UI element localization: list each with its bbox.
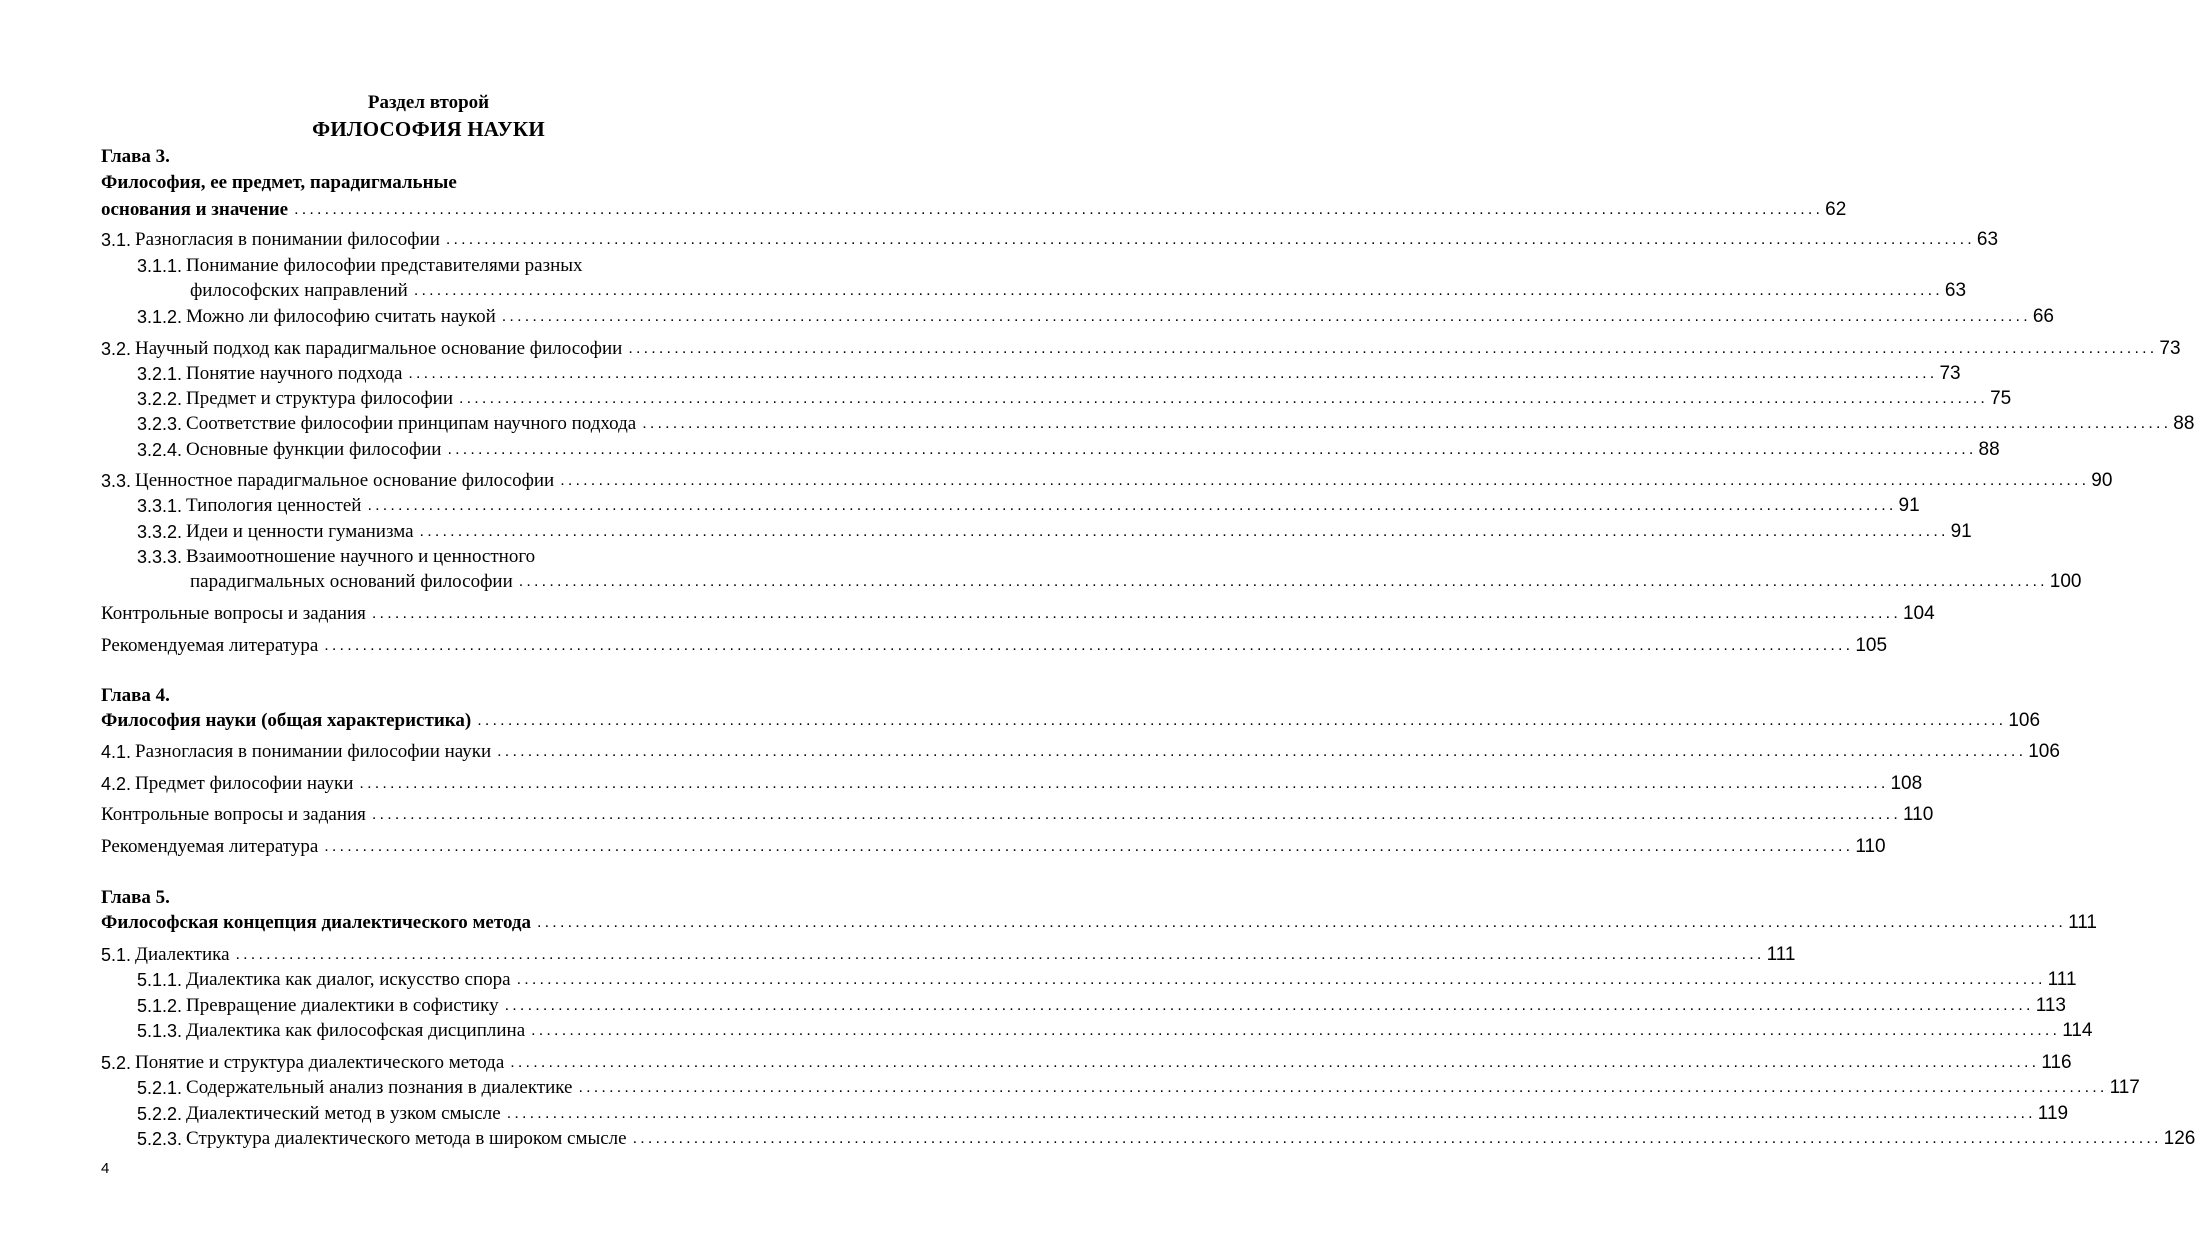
toc-entry[interactable] <box>190 567 2082 593</box>
toc-entry[interactable] <box>137 435 2000 461</box>
toc-entry[interactable] <box>137 251 749 277</box>
entry-number: 5.1.2. <box>137 996 183 1016</box>
page-ref: 88 <box>1978 439 2000 460</box>
entry-title: Основные функции философии <box>186 439 442 460</box>
leader-dots: ........................................................................................................................................................................................................ <box>359 775 1889 792</box>
entry-title: парадигмальных оснований философии <box>190 571 513 592</box>
leader-dots: ........................................................................................................................................................................................................ <box>445 231 1975 248</box>
chapter-4-heading: Глава 4. <box>101 685 170 706</box>
entry-title: Философская концепция диалектического метода <box>101 912 532 933</box>
page-ref: 91 <box>1898 495 1920 516</box>
leader-dots: ........................................................................................................................................................................................................ <box>419 523 1949 540</box>
toc-entry[interactable] <box>137 542 749 568</box>
page-ref: 119 <box>2037 1103 2069 1124</box>
entry-title: Соответствие философии принципам научного подхода <box>186 413 637 434</box>
entry-title: Ценностное парадигмальное основание философии <box>135 470 555 491</box>
page-ref: 111 <box>2068 912 2097 933</box>
leader-dots: ........................................................................................................................................................................................................ <box>642 415 2172 432</box>
toc-entry[interactable] <box>101 631 1888 657</box>
leader-dots: ........................................................................................................................................................................................................ <box>408 365 1938 382</box>
section-label: Раздел второй <box>367 92 490 113</box>
entry-title: Взаимоотношение научного и ценностного <box>186 546 536 567</box>
entry-title: Предмет и структура философии <box>186 388 453 409</box>
entry-number: 5.1. <box>101 945 132 965</box>
toc-entry[interactable] <box>137 384 2012 410</box>
toc-entry[interactable] <box>137 517 1972 543</box>
entry-title: Философия науки (общая характеристика) <box>101 710 472 731</box>
entry-number: 3.3. <box>101 471 132 491</box>
page-number: 4 <box>101 1160 110 1177</box>
toc-entry[interactable] <box>137 409 2195 435</box>
page-ref: 116 <box>2041 1052 2072 1073</box>
page-ref: 100 <box>2049 571 2082 592</box>
toc-entry[interactable] <box>101 706 2041 732</box>
entry-number: 4.2. <box>101 774 132 794</box>
toc-entry[interactable] <box>101 908 2097 934</box>
page-ref: 126 <box>2163 1128 2195 1149</box>
leader-dots: ........................................................................................................................................................................................................ <box>235 946 1765 963</box>
toc-entry[interactable] <box>101 940 1796 966</box>
entry-title: Разногласия в понимании философии <box>135 229 440 250</box>
section-title: ФИЛОСОФИЯ НАУКИ <box>312 117 545 141</box>
entry-number: 5.2.2. <box>137 1104 183 1124</box>
leader-dots: ........................................................................................................................................................................................................ <box>294 201 1824 218</box>
entry-title: Рекомендуемая литература <box>101 635 319 656</box>
page-ref: 106 <box>2008 710 2041 731</box>
toc-entry[interactable] <box>190 276 1967 302</box>
entry-number: 3.1.2. <box>137 307 183 327</box>
entry-title: Рекомендуемая литература <box>101 836 319 857</box>
entry-number: 3.2. <box>101 339 132 359</box>
leader-dots: ........................................................................................................................................................................................................ <box>447 441 1977 458</box>
entry-number: 3.1.1. <box>137 256 183 276</box>
leader-dots: ........................................................................................................................................................................................................ <box>510 1054 2040 1071</box>
toc-entry[interactable] <box>101 1048 2072 1074</box>
entry-title: Превращение диалектики в софистику <box>186 995 499 1016</box>
toc-entry[interactable] <box>137 1124 2195 1150</box>
leader-dots: ........................................................................................................................................................................................................ <box>504 997 2034 1014</box>
entry-number: 4.1. <box>101 742 132 762</box>
entry-number: 3.3.2. <box>137 522 183 542</box>
leader-dots: ........................................................................................................................................................................................................ <box>501 308 2031 325</box>
entry-title: Контрольные вопросы и задания <box>101 804 366 825</box>
entry-title: Понятие научного подхода <box>186 363 403 384</box>
entry-title: философских направлений <box>190 280 408 301</box>
leader-dots: ........................................................................................................................................................................................................ <box>531 1022 2061 1039</box>
leader-dots: ........................................................................................................................................................................................................ <box>459 390 1989 407</box>
page-ref: 117 <box>2109 1077 2140 1098</box>
page-ref: 114 <box>2062 1020 2093 1041</box>
entry-title: Диалектический метод в узком смысле <box>186 1103 501 1124</box>
leader-dots: ........................................................................................................................................................................................................ <box>516 971 2046 988</box>
chapter-3-title-line1: Философия, ее предмет, парадигмальные <box>101 172 457 193</box>
page-ref: 90 <box>2091 470 2113 491</box>
entry-title: Понимание философии представителями разных <box>186 255 583 276</box>
entry-number: 5.2. <box>101 1053 132 1073</box>
leader-dots: ........................................................................................................................................................................................................ <box>518 573 2048 590</box>
entry-number: 3.2.2. <box>137 389 183 409</box>
entry-number: 3.2.4. <box>137 440 183 460</box>
entry-number: 3.1. <box>101 230 132 250</box>
entry-title: Научный подход как парадигмальное основание философии <box>135 338 623 359</box>
entry-title: Типология ценностей <box>186 495 362 516</box>
entry-title: Диалектика как диалог, искусство спора <box>186 969 511 990</box>
entry-title: Предмет философии науки <box>135 773 354 794</box>
entry-number: 3.3.3. <box>137 547 183 567</box>
entry-title: Понятие и структура диалектического метода <box>135 1052 505 1073</box>
leader-dots: ........................................................................................................................................................................................................ <box>371 806 1901 823</box>
entry-number: 3.2.3. <box>137 414 183 434</box>
entry-number: 3.3.1. <box>137 496 183 516</box>
toc-entry[interactable] <box>101 832 1886 858</box>
page-ref: 110 <box>1902 804 1934 825</box>
leader-dots: ........................................................................................................................................................................................................ <box>632 1130 2162 1147</box>
chapter-3-heading: Глава 3. <box>101 146 170 167</box>
entry-title: Структура диалектического метода в широком смысле <box>186 1128 627 1149</box>
toc-entry[interactable] <box>101 737 2060 763</box>
toc-entry[interactable] <box>137 991 2066 1017</box>
toc-entry[interactable] <box>137 359 1961 385</box>
toc-entry[interactable] <box>137 965 2077 991</box>
page-ref: 63 <box>1944 280 1967 301</box>
leader-dots: ........................................................................................................................................................................................................ <box>560 472 2090 489</box>
entry-title: Разногласия в понимании философии науки <box>135 741 492 762</box>
entry-number: 5.2.3. <box>137 1129 183 1149</box>
page-ref: 113 <box>2035 995 2066 1016</box>
page-ref: 105 <box>1855 635 1888 656</box>
toc-entry[interactable] <box>101 466 2113 492</box>
leader-dots: ........................................................................................................................................................................................................ <box>506 1105 2036 1122</box>
page-ref: 73 <box>2159 338 2181 359</box>
entry-title: Содержательный анализ познания в диалектике <box>186 1077 573 1098</box>
entry-number: 5.1.1. <box>137 970 183 990</box>
leader-dots: ........................................................................................................................................................................................................ <box>497 743 2027 760</box>
toc-entry[interactable] <box>137 491 1920 517</box>
page-ref: 75 <box>1990 388 2012 409</box>
entry-title: Диалектика как философская дисциплина <box>186 1020 526 1041</box>
leader-dots: ........................................................................................................................................................................................................ <box>477 712 2007 729</box>
toc-entry[interactable] <box>101 769 1923 795</box>
leader-dots: ........................................................................................................................................................................................................ <box>413 282 1943 299</box>
page-ref: 111 <box>2047 969 2077 990</box>
toc-entry[interactable] <box>137 1073 2140 1099</box>
chapter-5-heading: Глава 5. <box>101 887 170 908</box>
page-ref: 62 <box>1825 199 1847 220</box>
leader-dots: ........................................................................................................................................................................................................ <box>367 497 1897 514</box>
entry-number: 5.1.3. <box>137 1021 183 1041</box>
entry-title: Контрольные вопросы и задания <box>101 603 366 624</box>
toc-entry[interactable] <box>101 195 1847 221</box>
page-ref: 111 <box>1766 944 1796 965</box>
toc-entry[interactable] <box>101 800 1934 826</box>
entry-title: Идеи и ценности гуманизма <box>186 521 414 542</box>
entry-number: 3.2.1. <box>137 364 183 384</box>
entry-title: основания и значение <box>101 199 289 220</box>
toc-entry[interactable] <box>101 334 2181 360</box>
leader-dots: ........................................................................................................................................................................................................ <box>371 605 1901 622</box>
page-ref: 88 <box>2173 413 2195 434</box>
page-ref: 66 <box>2032 306 2054 327</box>
leader-dots: ........................................................................................................................................................................................................ <box>537 914 2067 931</box>
leader-dots: ........................................................................................................................................................................................................ <box>324 838 1854 855</box>
toc-entry[interactable] <box>101 599 1935 625</box>
leader-dots: ........................................................................................................................................................................................................ <box>324 637 1854 654</box>
toc-entry[interactable] <box>137 1016 2093 1042</box>
page-ref: 91 <box>1950 521 1972 542</box>
toc-entry[interactable] <box>137 1099 2069 1125</box>
entry-number: 5.2.1. <box>137 1078 183 1098</box>
entry-title: Можно ли философию считать наукой <box>186 306 496 327</box>
leader-dots: ........................................................................................................................................................................................................ <box>578 1079 2108 1096</box>
page-ref: 108 <box>1890 773 1923 794</box>
page-ref: 104 <box>1902 603 1935 624</box>
page-ref: 73 <box>1939 363 1961 384</box>
page-ref: 110 <box>1855 836 1886 857</box>
toc-entry[interactable] <box>101 225 1999 251</box>
leader-dots: ........................................................................................................................................................................................................ <box>628 340 2158 357</box>
entry-title: Диалектика <box>135 944 230 965</box>
page-ref: 63 <box>1976 229 1999 250</box>
page-ref: 106 <box>2028 741 2060 762</box>
toc-entry[interactable] <box>137 302 2054 328</box>
